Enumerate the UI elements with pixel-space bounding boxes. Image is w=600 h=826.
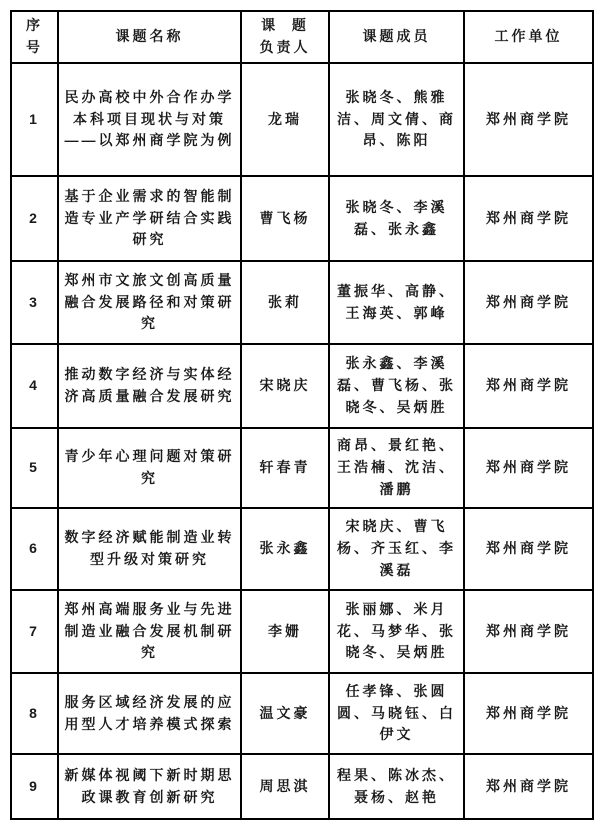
project-leader-cell: 张永鑫 bbox=[241, 508, 329, 590]
work-unit-cell: 郑州商学院 bbox=[464, 176, 593, 261]
project-members-cell: 董振华、高静、王海英、郭峰 bbox=[329, 261, 464, 344]
header-project-leader: 课 题 负责人 bbox=[241, 11, 329, 63]
serial-number-cell: 2 bbox=[11, 176, 58, 261]
table-row bbox=[11, 63, 593, 176]
project-members-cell: 宋晓庆、曹飞杨、齐玉红、李溪磊 bbox=[329, 508, 464, 590]
table-row bbox=[11, 428, 593, 508]
project-members-cell: 张晓冬、李溪磊、张永鑫 bbox=[329, 176, 464, 261]
project-title-cell: 数字经济赋能制造业转型升级对策研究 bbox=[58, 508, 241, 590]
project-leader-cell: 温文豪 bbox=[241, 673, 329, 754]
serial-number-cell: 3 bbox=[11, 261, 58, 344]
table-body bbox=[11, 63, 593, 819]
project-leader-cell: 曹飞杨 bbox=[241, 176, 329, 261]
table-row bbox=[11, 176, 593, 261]
project-members-cell: 张丽娜、米月花、马梦华、张晓冬、吴炳胜 bbox=[329, 590, 464, 673]
project-leader-cell: 周思淇 bbox=[241, 754, 329, 819]
project-leader-cell: 宋晓庆 bbox=[241, 344, 329, 428]
project-title-cell: 民办高校中外合作办学本科项目现状与对策——以郑州商学院为例 bbox=[58, 63, 241, 176]
serial-number-cell: 5 bbox=[11, 428, 58, 508]
serial-number-cell: 6 bbox=[11, 508, 58, 590]
serial-number-cell: 9 bbox=[11, 754, 58, 819]
work-unit-cell: 郑州商学院 bbox=[464, 63, 593, 176]
header-work-unit: 工作单位 bbox=[464, 11, 593, 63]
header-serial-number: 序 号 bbox=[11, 11, 58, 63]
serial-number-cell: 7 bbox=[11, 590, 58, 673]
serial-number-cell: 4 bbox=[11, 344, 58, 428]
serial-number-cell: 8 bbox=[11, 673, 58, 754]
project-members-cell: 张晓冬、熊雅洁、周文倩、商昂、陈阳 bbox=[329, 63, 464, 176]
project-title-cell: 青少年心理问题对策研究 bbox=[58, 428, 241, 508]
header-project-title: 课题名称 bbox=[58, 11, 241, 63]
project-title-cell: 新媒体视阈下新时期思政课教育创新研究 bbox=[58, 754, 241, 819]
header-row bbox=[11, 11, 593, 63]
work-unit-cell: 郑州商学院 bbox=[464, 428, 593, 508]
table-row bbox=[11, 673, 593, 754]
work-unit-cell: 郑州商学院 bbox=[464, 590, 593, 673]
work-unit-cell: 郑州商学院 bbox=[464, 508, 593, 590]
project-leader-cell: 龙瑞 bbox=[241, 63, 329, 176]
table-row bbox=[11, 261, 593, 344]
project-title-cell: 推动数字经济与实体经济高质量融合发展研究 bbox=[58, 344, 241, 428]
project-members-cell: 程果、陈冰杰、聂杨、赵艳 bbox=[329, 754, 464, 819]
header-project-members: 课题成员 bbox=[329, 11, 464, 63]
project-title-cell: 郑州市文旅文创高质量融合发展路径和对策研究 bbox=[58, 261, 241, 344]
project-title-cell: 郑州高端服务业与先进制造业融合发展机制研究 bbox=[58, 590, 241, 673]
project-leader-cell: 张莉 bbox=[241, 261, 329, 344]
table-row bbox=[11, 344, 593, 428]
serial-number-cell: 1 bbox=[11, 63, 58, 176]
work-unit-cell: 郑州商学院 bbox=[464, 754, 593, 819]
work-unit-cell: 郑州商学院 bbox=[464, 344, 593, 428]
project-members-cell: 商昂、景红艳、王浩楠、沈洁、潘鹏 bbox=[329, 428, 464, 508]
research-projects-table-document bbox=[10, 10, 592, 820]
work-unit-cell: 郑州商学院 bbox=[464, 261, 593, 344]
project-title-cell: 服务区域经济发展的应用型人才培养模式探索 bbox=[58, 673, 241, 754]
project-leader-cell: 轩春青 bbox=[241, 428, 329, 508]
table-row bbox=[11, 508, 593, 590]
project-members-cell: 张永鑫、李溪磊、曹飞杨、张晓冬、吴炳胜 bbox=[329, 344, 464, 428]
table-row bbox=[11, 590, 593, 673]
project-title-cell: 基于企业需求的智能制造专业产学研结合实践研究 bbox=[58, 176, 241, 261]
table-row bbox=[11, 754, 593, 819]
project-leader-cell: 李姗 bbox=[241, 590, 329, 673]
work-unit-cell: 郑州商学院 bbox=[464, 673, 593, 754]
project-members-cell: 任孝锋、张圆圆、马晓钰、白伊文 bbox=[329, 673, 464, 754]
research-projects-table bbox=[10, 10, 594, 820]
